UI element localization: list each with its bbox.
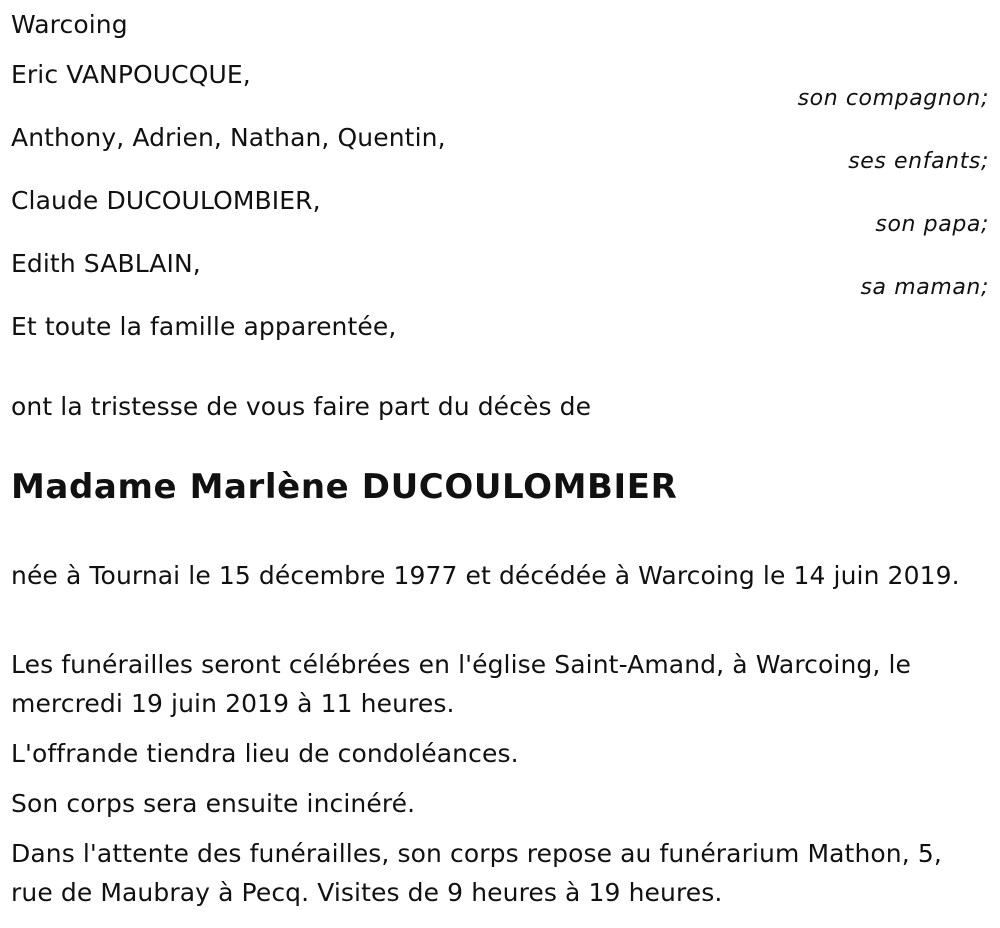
funeral-paragraph: Les funérailles seront célébrées en l'église Saint-Amand, à Warcoing, le mercredi 19 juin 2019 à 11 heures. (11, 650, 911, 718)
deceased-name: Madame Marlène DUCOULOMBIER (11, 467, 678, 507)
funerarium-paragraph: Dans l'attente des funérailles, son corps repose au funérarium Mathon, 5, rue de Maubray à Pecq. Visites de 9 heures à 19 heures. (11, 839, 942, 907)
family-member-relation: sa maman; (860, 275, 989, 300)
family-member-name: Claude DUCOULOMBIER, (11, 186, 321, 215)
birth-death-paragraph: née à Tournai le 15 décembre 1977 et décédée à Warcoing le 14 juin 2019. (11, 561, 960, 590)
family-member-name: Edith SABLAIN, (11, 249, 201, 278)
family-member-name: Eric VANPOUCQUE, (11, 60, 251, 89)
cremation-paragraph: Son corps sera ensuite incinéré. (11, 789, 416, 818)
condolences-paragraph: L'offrande tiendra lieu de condoléances. (11, 739, 519, 768)
extended-family-line: Et toute la famille apparentée, (11, 312, 397, 341)
family-member-name: Anthony, Adrien, Nathan, Quentin, (11, 123, 446, 152)
family-member-relation: ses enfants; (848, 149, 989, 174)
family-member-relation: son compagnon; (797, 86, 989, 111)
family-member-relation: son papa; (875, 212, 989, 237)
location-heading: Warcoing (11, 10, 128, 39)
announcement-text: ont la tristesse de vous faire part du décès de (11, 392, 592, 421)
